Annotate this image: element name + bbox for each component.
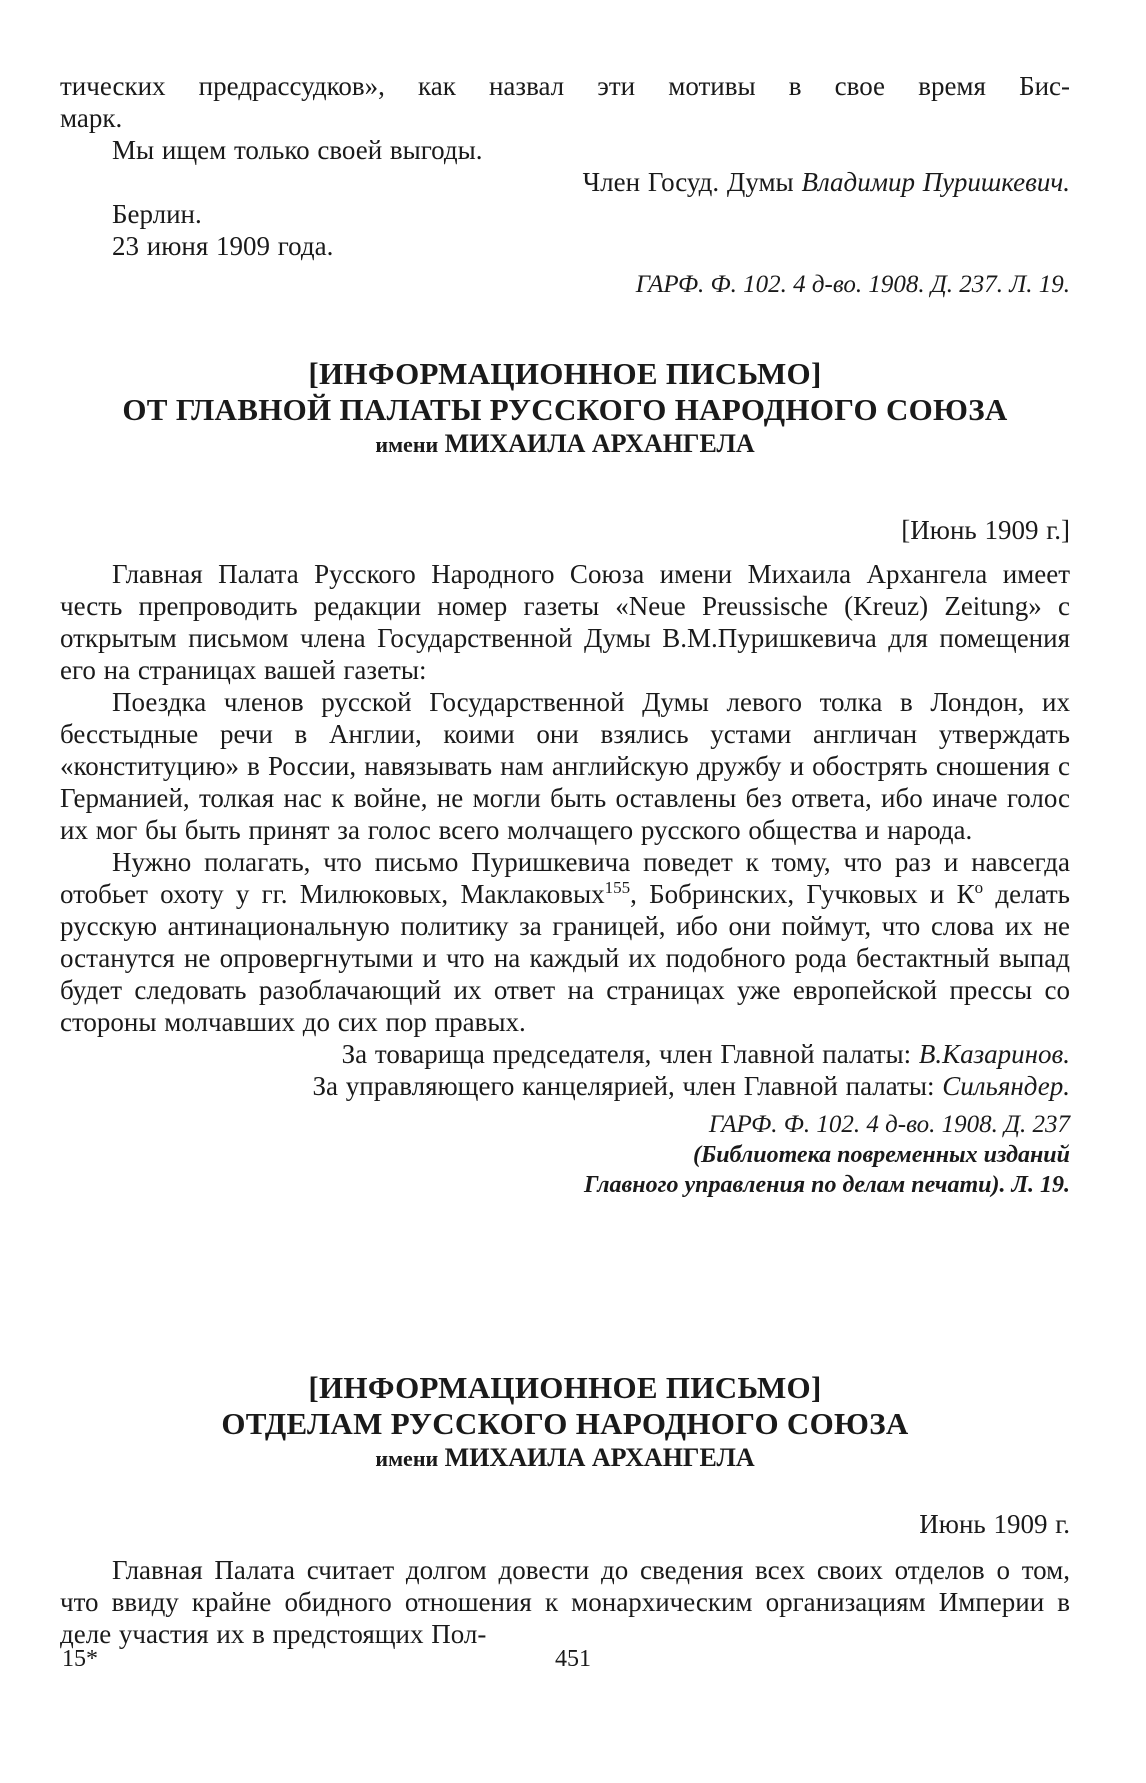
letter-date: 23 июня 1909 года. — [112, 231, 334, 261]
doc1-archive-source: ГАРФ. Ф. 102. 4 д-во. 1908. Д. 237 (Библиотека повременных изданий Главного управления по делам печати). Л. 19. — [584, 1111, 1070, 1198]
continuation-line-end: марк. — [60, 103, 123, 133]
doc1-title-line2: ОТ ГЛАВНОЙ ПАЛАТЫ РУССКОГО НАРОДНОГО СОЮЗА — [122, 392, 1008, 427]
signature-mark: 15* — [62, 1646, 98, 1672]
page-number: 451 — [555, 1646, 591, 1672]
continuation-line: тических предрассудков», как назвал эти мотивы в свое время Бис- — [60, 71, 1070, 101]
doc1-date: [Июнь 1909 г.] — [901, 515, 1070, 545]
doc1-body — [60, 514, 1070, 1200]
doc1-paragraph-2: Поездка членов русской Государственной Думы левого толка в Лондон, их бесстыдные речи в Англии, коими они взялись устами англичан утверждать «конституцию» в России, навязывать нам английскую дружбу и обострять сношения с Германией, толкая нас к войне, не могли быть оставлены без ответа, ибо иначе голос их мог бы быть принят за голос всего молчащего русского общества и народа. — [60, 687, 1070, 845]
place: Берлин. — [112, 199, 202, 229]
doc1-title-line1: [ИНФОРМАЦИОННОЕ ПИСЬМО] — [308, 356, 822, 391]
doc2-body — [60, 1508, 1070, 1650]
doc2-title-line1: [ИНФОРМАЦИОННОЕ ПИСЬМО] — [308, 1370, 822, 1405]
footnote-ref: 155 — [604, 878, 631, 897]
doc1-signature-2: За управляющего канцелярией, член Главной палаты: Сильяндер. — [312, 1071, 1070, 1101]
statement: Мы ищем только своей выгоды. — [112, 135, 483, 165]
doc2-title-line2: ОТДЕЛАМ РУССКОГО НАРОДНОГО СОЮЗА — [221, 1406, 909, 1441]
doc2-heading — [60, 1370, 1070, 1475]
doc1-heading — [60, 356, 1070, 461]
doc2-paragraph-1: Главная Палата считает долгом довести до сведения всех своих отделов о том, что ввиду крайне обидного отношения к монархическим организациям Империи в деле участия их в предстоящих Пол- — [60, 1555, 1070, 1649]
doc1-paragraph-3: Нужно полагать, что письмо Пуришкевича поведет к тому, что раз и навсегда отобьет охоту у гг. Милюковых, Маклаковых$^{155}$, Бобринских, Гучковых и $К^о$ делать русскую антинациональную политику за границей, ибо они поймут, что слова их не останутся не опровергнутыми и что на каждый их подобного рода бестактный выпад будет следовать разоблачающий их ответ на страницах уже европейской прессы со стороны молчавших до сих пор правых. — [60, 847, 1070, 1037]
top-section — [60, 70, 1070, 300]
doc1-signature-1: За товарища председателя, член Главной палаты: В.Казаринов. — [341, 1039, 1070, 1069]
archive-source: ГАРФ. Ф. 102. 4 д-во. 1908. Д. 237. Л. 19. — [635, 271, 1070, 298]
doc2-date: Июнь 1909 г. — [919, 1509, 1070, 1539]
signature-line: Член Госуд. Думы Владимир Пуришкевич. — [582, 167, 1070, 197]
doc2-title-line3: имени МИХАИЛА АРХАНГЕЛА — [375, 1443, 755, 1472]
doc1-paragraph-1: Главная Палата Русского Народного Союза имени Михаила Архангела имеет честь препроводить редакции номер газеты «Neue Preussische (Kreuz) Zeitung» с открытым письмом члена Государственной Думы В.М.Пуришкевича для помещения его на страницах вашей газеты: — [60, 559, 1070, 685]
signature-name: Владимир Пуришкевич. — [801, 167, 1070, 197]
doc1-title-line3: имени МИХАИЛА АРХАНГЕЛА — [375, 429, 755, 458]
